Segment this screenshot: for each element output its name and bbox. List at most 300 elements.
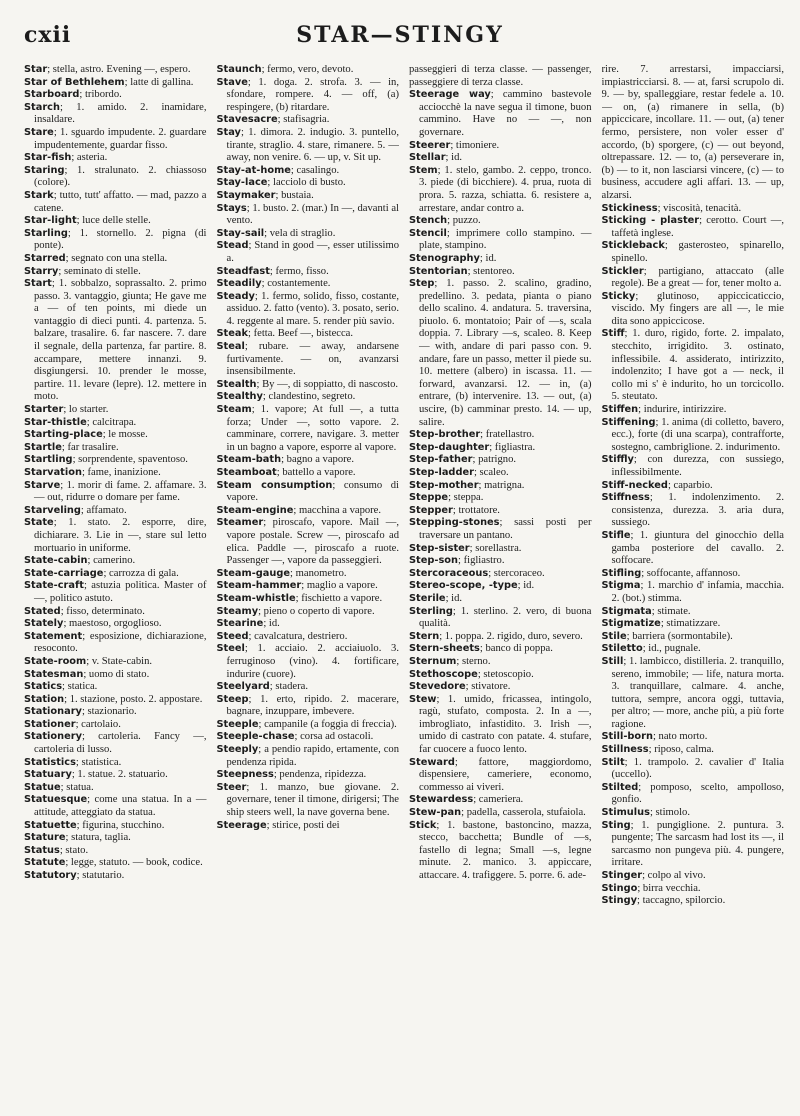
entry-headword: Statistics xyxy=(24,756,76,768)
entry-definition: ; 1. stornello. 2. pigna (di ponte). xyxy=(34,227,207,252)
entry-headword: Steadily xyxy=(216,278,262,290)
entry-headword: Sticky xyxy=(601,290,636,302)
entry-definition: ; 1. sterlino. 2. vero, di buona qualità. xyxy=(419,605,592,630)
dictionary-entry xyxy=(24,819,207,833)
entry-definition: ; stentoreo. xyxy=(467,265,515,277)
dictionary-entry xyxy=(409,605,592,631)
dictionary-entry xyxy=(24,215,207,228)
dictionary-entry xyxy=(409,542,592,556)
dictionary-entry xyxy=(24,252,207,266)
entry-headword: Steed xyxy=(216,630,249,642)
entry-headword: Stencil xyxy=(409,227,447,239)
dictionary-entry xyxy=(409,681,592,694)
dictionary-entry xyxy=(601,643,785,656)
entry-headword: Stigmata xyxy=(601,605,652,617)
dictionary-entry xyxy=(24,580,207,605)
entry-definition: ; sorellastra. xyxy=(469,542,522,554)
entry-definition: ; steppa. xyxy=(448,492,484,504)
entry-definition: rire. 7. arrestarsi, impacciarsi, impiastricciarsi. 8. — at, farsi scrupolo di. 9. — by, spalleggiare, restar fedele a. 10. — on, (a) rimanere in sella, (b) appiccicare, incollare. 11. — out, (a) tener fermo, persistere, non voler esser d' accordo, (b) sporgere, (c) — out beyond, oltrepassare. 12. — to, (a) perseverare in, (b) — to it, non lasciarsi vincere, (c) — to business, accudere agli affari. 13. — up, alzarsi. xyxy=(601,64,784,201)
entry-definition: ; seminato di stelle. xyxy=(58,265,141,277)
entry-definition: ; esposizione, dichiarazione, resoconto. xyxy=(34,630,207,655)
entry-headword: Stile xyxy=(601,630,627,642)
entry-headword: Stilted xyxy=(601,781,639,793)
entry-definition: ; pendenza, ripidezza. xyxy=(273,769,367,781)
dictionary-entry xyxy=(602,64,785,203)
entry-definition: ; 1. statue. 2. statuario. xyxy=(71,769,168,781)
dictionary-entry xyxy=(216,479,400,505)
entry-headword: Stiff xyxy=(601,328,625,340)
entry-definition: ; affamato. xyxy=(80,504,127,516)
dictionary-entry xyxy=(216,580,400,593)
entry-definition: ; lacciolo di busto. xyxy=(267,177,346,189)
dictionary-entry xyxy=(409,492,592,505)
dictionary-entry xyxy=(24,718,207,732)
dictionary-entry xyxy=(216,76,400,115)
entry-definition: ; figurina, stucchino. xyxy=(76,819,165,831)
dictionary-entry xyxy=(24,126,207,152)
entry-headword: Stethoscope xyxy=(409,668,478,680)
entry-headword: Steward xyxy=(409,756,455,768)
entry-headword: Stiffly xyxy=(601,454,634,466)
dictionary-entry xyxy=(409,265,592,279)
entry-definition: ; viscosità, tenacità. xyxy=(657,202,742,214)
dictionary-entry xyxy=(601,328,785,404)
entry-headword: Steam-engine xyxy=(216,504,294,516)
dictionary-columns xyxy=(24,64,784,1110)
entry-headword: Steer xyxy=(216,781,247,793)
dictionary-entry xyxy=(601,265,785,291)
entry-headword: Steam-gauge xyxy=(216,567,291,579)
entry-headword: Statuesque xyxy=(24,794,88,806)
entry-definition: ; fetta. Beef —, bistecca. xyxy=(248,328,354,340)
entry-definition: ; statistica. xyxy=(75,756,122,768)
dictionary-entry xyxy=(601,819,785,870)
dictionary-entry xyxy=(409,215,592,228)
dictionary-entry xyxy=(216,278,400,291)
entry-headword: Starred xyxy=(24,252,66,264)
dictionary-entry xyxy=(216,202,400,228)
entry-headword: Steak xyxy=(216,328,249,340)
entry-headword: Steady xyxy=(216,290,255,302)
dictionary-entry xyxy=(216,681,400,694)
entry-definition: ; 1. marchio d' infamia, macchia. 2. (bot.) stimma. xyxy=(611,580,784,604)
entry-headword: Stave xyxy=(216,76,248,88)
entry-definition: ; 1. amido. 2. inamidare, insaldare. xyxy=(34,101,207,126)
entry-headword: Stealthy xyxy=(216,391,263,403)
entry-definition: ; 1. morir di fame. 2. affamare. 3. — out, ridurre o domare per fame. xyxy=(34,479,207,504)
entry-definition: ; riposo, calma. xyxy=(648,744,714,756)
entry-headword: Stealth xyxy=(216,378,257,390)
dictionary-entry xyxy=(216,391,400,404)
entry-definition: ; 1. erto, ripido. 2. macerare, bagnare, inzuppare, imbevere. xyxy=(226,693,399,718)
dictionary-entry xyxy=(216,819,400,833)
entry-headword: Steam consumption xyxy=(216,479,333,491)
entry-headword: Starter xyxy=(24,404,64,416)
entry-headword: Stinger xyxy=(601,870,643,881)
entry-definition: ; sterno. xyxy=(456,655,491,667)
dictionary-entry xyxy=(24,278,207,404)
entry-definition: ; 1. indolenzimento. 2. consistenza, durezza. 3. aria dura, sussiego. xyxy=(611,492,784,529)
dictionary-column-2 xyxy=(217,64,400,1110)
entry-definition: ; asteria. xyxy=(71,152,108,164)
entry-headword: Staymaker xyxy=(216,189,276,201)
entry-definition: ; cammino bastevole acciocchè la nave segua il timone, buon cammino. Have no — —, non governare. xyxy=(419,89,592,138)
entry-definition: ; fattore, maggiordomo, dispensiere, cameriere, economo, commesso ai viveri. xyxy=(419,756,592,793)
entry-definition: ; nato morto. xyxy=(652,731,708,743)
entry-definition: ; figliastro. xyxy=(458,555,505,567)
dictionary-entry xyxy=(409,504,592,518)
entry-definition: ; colpo al vivo. xyxy=(642,870,706,881)
dictionary-entry xyxy=(24,467,207,480)
entry-headword: Steeple xyxy=(216,718,259,730)
entry-headword: Stare xyxy=(24,126,54,138)
dictionary-entry xyxy=(409,630,592,644)
entry-headword: Steamer xyxy=(216,517,264,529)
entry-headword: Starch xyxy=(24,101,60,113)
dictionary-column-1 xyxy=(24,64,207,1110)
entry-headword: Stilt xyxy=(601,756,625,768)
entry-headword: Stately xyxy=(24,618,64,630)
entry-headword: Statuette xyxy=(24,819,77,831)
entry-definition: ; partigiano, attaccato (alle regole). Be a great — for, tener molto a. xyxy=(611,265,784,290)
entry-definition: ; stazionario. xyxy=(81,706,137,718)
entry-definition: ; tribordo. xyxy=(79,89,122,101)
entry-headword: Stingy xyxy=(601,895,637,907)
entry-headword: Stentorian xyxy=(409,265,468,277)
entry-headword: Sticking - plaster xyxy=(601,215,700,227)
entry-definition: ; astuzia politica. Master of —, politico astuto. xyxy=(34,580,207,604)
entry-definition: ; matrigna. xyxy=(478,479,525,491)
dictionary-entry xyxy=(216,114,400,127)
entry-headword: Steerage xyxy=(216,819,267,831)
dictionary-entry xyxy=(216,718,400,732)
dictionary-entry xyxy=(24,681,207,694)
dictionary-entry xyxy=(409,164,592,215)
entry-definition: ; piroscafo, vapore. Mail —, vapore postale. Screw —, piroscafo ad elica. Paddle —, piroscafo a ruote. Passenger —, vapore da passeggieri. xyxy=(226,517,399,567)
entry-definition: ; gasterosteo, spinarello, spinello. xyxy=(611,240,784,264)
dictionary-entry xyxy=(601,630,785,644)
dictionary-entry xyxy=(24,756,207,770)
dictionary-entry xyxy=(216,378,400,392)
entry-headword: Start xyxy=(24,278,52,290)
entry-definition: ; caparbio. xyxy=(667,479,713,491)
entry-definition: ; segnato con una stella. xyxy=(65,252,168,264)
entry-headword: Step xyxy=(409,278,435,290)
entry-headword: Stiffening xyxy=(601,416,656,428)
dictionary-entry xyxy=(601,807,785,820)
page-number: cxii xyxy=(24,22,72,48)
dictionary-entry xyxy=(216,454,400,467)
entry-definition: ; soffocante, affannoso. xyxy=(641,567,741,579)
dictionary-entry xyxy=(216,240,400,265)
dictionary-entry xyxy=(24,152,207,165)
entry-definition: ; bagno a vapore. xyxy=(281,454,355,466)
entry-definition: ; corsa ad ostacoli. xyxy=(294,731,374,743)
dictionary-entry xyxy=(24,567,207,581)
dictionary-entry xyxy=(24,479,207,505)
entry-definition: ; le mosse. xyxy=(102,429,148,441)
entry-definition: ; 1. fermo, solido, fisso, costante, assiduo. 2. fatto (vento). 3. posato, serio. 4. reggente al mare. 5. render più savio. xyxy=(226,290,399,327)
entry-headword: Stiletto xyxy=(601,643,643,655)
entry-definition: ; stercoraceo. xyxy=(488,567,545,579)
entry-headword: Star xyxy=(24,64,48,75)
dictionary-entry xyxy=(24,416,207,430)
entry-definition: ; vela di straglio. xyxy=(264,227,336,239)
entry-headword: Steeply xyxy=(216,744,259,756)
dictionary-entry xyxy=(409,592,592,606)
entry-definition: ; fisso, determinato. xyxy=(60,605,145,617)
dictionary-entry xyxy=(409,643,592,656)
dictionary-entry xyxy=(24,857,207,870)
entry-headword: Statesman xyxy=(24,668,84,680)
entry-headword: Stigma xyxy=(601,580,641,592)
entry-headword: Statutory xyxy=(24,870,77,881)
entry-definition: ; clandestino, segreto. xyxy=(262,391,356,403)
entry-definition: ; tutto, tutt' affatto. — mad, pazzo a catene. xyxy=(34,189,207,214)
entry-definition: ; padella, casserola, stufaiola. xyxy=(461,807,586,819)
entry-definition: passeggieri di terza classe. — passenger, passeggiere di terza classe. xyxy=(409,64,592,88)
dictionary-entry xyxy=(601,202,785,216)
entry-definition: ; latte di gallina. xyxy=(124,76,194,88)
dictionary-entry xyxy=(601,605,785,619)
dictionary-entry xyxy=(24,64,207,77)
entry-definition: ; stafisagria. xyxy=(277,114,330,126)
entry-headword: Starveling xyxy=(24,504,81,516)
entry-definition: ; barriera (sormontabile). xyxy=(626,630,733,642)
entry-definition: ; timoniere. xyxy=(450,139,500,151)
entry-definition: ; imprimere collo stampino. — plate, stampino. xyxy=(419,227,592,252)
entry-headword: Stimulus xyxy=(601,807,650,819)
entry-headword: Steerage way xyxy=(409,89,491,101)
entry-definition: ; fermo, fisso. xyxy=(269,265,329,277)
entry-headword: Stereo-scope, -type xyxy=(409,580,518,592)
entry-headword: Stead xyxy=(216,240,249,252)
entry-definition: ; stato. xyxy=(59,844,89,856)
dictionary-entry xyxy=(601,744,785,757)
dictionary-entry xyxy=(409,479,592,493)
entry-definition: ; uomo di stato. xyxy=(83,668,150,680)
dictionary-entry xyxy=(601,416,785,455)
entry-headword: Stellar xyxy=(409,152,446,164)
entry-headword: Stickiness xyxy=(601,202,658,214)
entry-definition: ; 1. stralunato. 2. chiassoso (colore). xyxy=(34,164,207,189)
entry-headword: Statuary xyxy=(24,769,72,781)
dictionary-entry xyxy=(409,580,592,593)
entry-headword: Staring xyxy=(24,164,65,176)
dictionary-entry xyxy=(409,467,592,480)
entry-definition: ; figliastra. xyxy=(489,441,536,453)
entry-definition: ; cartolaio. xyxy=(75,718,121,730)
entry-headword: Steepness xyxy=(216,769,274,781)
dictionary-entry xyxy=(216,643,400,681)
entry-headword: Stingo xyxy=(601,882,638,894)
dictionary-entry xyxy=(216,769,400,782)
entry-headword: Stewardess xyxy=(409,794,474,806)
dictionary-entry xyxy=(216,328,400,341)
entry-headword: Staunch xyxy=(216,64,262,75)
dictionary-entry xyxy=(24,76,207,90)
entry-headword: Starboard xyxy=(24,89,80,101)
entry-headword: Starve xyxy=(24,479,61,491)
entry-definition: ; con durezza, con sussiego, inflessibilmente. xyxy=(611,454,784,478)
dictionary-entry xyxy=(24,189,207,215)
dictionary-entry xyxy=(24,870,207,883)
entry-definition: ; 1. sguardo impudente. 2. guardare impudentemente, guardar fisso. xyxy=(34,126,207,151)
entry-headword: Steeple-chase xyxy=(216,731,295,743)
entry-definition: ; id. xyxy=(445,152,463,164)
dictionary-entry xyxy=(216,189,400,203)
entry-definition: ; stetoscopio. xyxy=(477,668,534,680)
dictionary-entry xyxy=(24,265,207,279)
entry-headword: Stern-sheets xyxy=(409,643,480,655)
entry-headword: Startling xyxy=(24,454,73,466)
entry-definition: ; statica. xyxy=(62,681,98,693)
entry-headword: Stercoraceous xyxy=(409,567,489,579)
dictionary-entry xyxy=(216,693,400,719)
entry-definition: ; lo starter. xyxy=(63,404,109,416)
entry-definition: ; 1. sobbalzo, soprassalto. 2. primo passo. 3. vantaggio, giunta; He gave me a — of ten points, mi diede un vantaggio di dieci punti. 4. partenza. 5. balzare, trasalire. 6. far nascere. 7. dare il segnale, della partenza, far partire. 8. accampare, mettere innanzi. 9. disgiungersi. 10. prender le mosse, partire. 11. levare (lepre). 12. mettere in moto. xyxy=(34,278,207,403)
entry-definition: ; far trasalire. xyxy=(61,441,119,453)
entry-definition: ; casalingo. xyxy=(290,164,340,176)
entry-definition: ; fame, inanizione. xyxy=(81,467,161,478)
entry-definition: ; id., pugnale. xyxy=(642,643,701,655)
entry-headword: Statement xyxy=(24,630,83,642)
entry-definition: ; fermo, vero, devoto. xyxy=(261,64,354,75)
entry-headword: Stiffen xyxy=(601,404,639,416)
dictionary-entry xyxy=(409,278,592,429)
dictionary-entry xyxy=(216,404,400,454)
entry-definition: ; stella, astro. Evening —, espero. xyxy=(47,64,191,75)
entry-definition: ; 1. umido, fricassea, intingolo, ragù, stufato, composta. 2. In a —, imbrogliato, infastidito. 3. Irish —, umido di castrato con patate. 4. stufare, far cuocere a fuoco lento. xyxy=(419,693,592,756)
entry-headword: Step-sister xyxy=(409,542,470,554)
entry-definition: ; cavalcatura, destriero. xyxy=(248,630,348,642)
dictionary-entry xyxy=(24,794,207,819)
dictionary-entry xyxy=(24,844,207,858)
dictionary-entry xyxy=(409,454,592,467)
entry-headword: Stiffness xyxy=(601,492,650,504)
entry-headword: Still-born xyxy=(601,731,653,743)
dictionary-entry xyxy=(409,693,592,757)
entry-headword: Steep xyxy=(216,693,249,705)
dictionary-entry xyxy=(601,404,785,417)
entry-headword: Steadfast xyxy=(216,265,270,277)
dictionary-entry xyxy=(601,870,785,883)
dictionary-entry xyxy=(24,164,207,190)
entry-definition: ; fischietto a vapore. xyxy=(295,592,383,604)
entry-definition: ; a pendio rapido, ertamente, con pendenza ripida. xyxy=(226,744,399,768)
dictionary-entry xyxy=(601,454,785,479)
entry-headword: Star-thistle xyxy=(24,416,87,428)
entry-definition: ; carrozza di gala. xyxy=(103,567,179,579)
entry-definition: ; indurire, intirizzire. xyxy=(638,404,727,416)
entry-headword: Stay-at-home xyxy=(216,164,291,176)
dictionary-entry xyxy=(216,341,400,379)
entry-definition: ; cerotto. Court —, taffetà inglese. xyxy=(611,215,784,239)
dictionary-entry xyxy=(601,240,785,265)
dictionary-entry xyxy=(24,832,207,845)
dictionary-entry xyxy=(24,89,207,102)
entry-headword: Stigmatize xyxy=(601,618,661,630)
dictionary-entry xyxy=(24,517,207,555)
entry-definition: ; come una statua. In a — attitude, atteggiato da statua. xyxy=(34,794,207,819)
entry-headword: Stated xyxy=(24,605,61,617)
entry-headword: Steal xyxy=(216,341,245,353)
dictionary-entry xyxy=(409,807,592,820)
entry-definition: ; legge, statuto. — book, codice. xyxy=(65,857,203,869)
entry-definition: ; id. xyxy=(479,252,497,264)
entry-definition: ; puzzo. xyxy=(447,215,481,227)
entry-headword: Step-son xyxy=(409,555,458,567)
entry-definition: ; 1. dimora. 2. indugio. 3. puntello, tirante, straglio. 4. stare, rimanere. 5. — away, non venire. 6. — up, v. Sit up. xyxy=(226,126,399,164)
entry-definition: ; taccagno, spilorcio. xyxy=(636,895,726,907)
dictionary-entry xyxy=(216,504,400,518)
entry-headword: Step-father xyxy=(409,454,473,466)
dictionary-entry xyxy=(24,630,207,656)
entry-headword: Steelyard xyxy=(216,681,270,693)
entry-definition: ; statutario. xyxy=(76,870,125,881)
dictionary-entry xyxy=(24,404,207,417)
dictionary-entry xyxy=(216,517,400,567)
dictionary-entry xyxy=(24,429,207,442)
entry-headword: Step-ladder xyxy=(409,467,474,478)
dictionary-entry xyxy=(409,668,592,682)
entry-definition: ; v. State-cabin. xyxy=(86,655,153,667)
page-header xyxy=(24,22,776,52)
entry-definition: ; 1. passo. 2. scalino, gradino, predellino. 3. pedata, pianta o piano dello scalino. 4. andatura. 5. traversina, piuolo. 6. montatoio; Pair of —s, scala doppia. 7. Library —s, scaleo. 8. Keep — with, andare di pari passo con. 9. andare, fare un passo, metter il piede su. 10. mettere (albero) in iscassa. 11. — forward, avanzarsi. 12. — in, (a) entrare, (b) intervenire. 13. — out, (a) uscire, (b) camminar presto. 14. — up, salire. xyxy=(419,278,592,428)
entry-headword: State-carriage xyxy=(24,567,104,579)
dictionary-entry xyxy=(24,693,207,707)
dictionary-entry xyxy=(601,882,785,896)
dictionary-entry xyxy=(601,781,785,807)
entry-headword: Steamy xyxy=(216,605,259,617)
entry-definition: ; Stand in good —, esser utilissimo a. xyxy=(226,240,399,264)
entry-definition: ; birra vecchia. xyxy=(637,882,701,894)
dictionary-entry xyxy=(601,655,785,732)
entry-headword: Stark xyxy=(24,189,54,201)
dictionary-entry xyxy=(216,744,400,769)
entry-headword: Stay-sail xyxy=(216,227,265,239)
entry-definition: ; stirice, posti dei xyxy=(266,819,340,831)
entry-headword: Starry xyxy=(24,265,59,277)
entry-definition: ; camerino. xyxy=(87,555,136,567)
entry-headword: Stevedore xyxy=(409,681,466,693)
entry-definition: ; id. xyxy=(445,592,463,604)
entry-definition: ; id. xyxy=(263,618,280,630)
entry-definition: ; consumo di vapore. xyxy=(226,479,399,504)
entry-headword: Steamboat xyxy=(216,467,277,478)
entry-headword: Station xyxy=(24,693,65,705)
entry-headword: Starling xyxy=(24,227,68,239)
entry-headword: Star-fish xyxy=(24,152,72,164)
dictionary-entry xyxy=(409,64,592,89)
dictionary-entry xyxy=(216,731,400,744)
entry-definition: ; stimatizzare. xyxy=(660,618,721,630)
entry-headword: Stench xyxy=(409,215,448,227)
entry-headword: Step-mother xyxy=(409,479,479,491)
entry-headword: Stationery xyxy=(24,731,82,743)
entry-definition: ; pieno o coperto di vapore. xyxy=(258,605,375,617)
entry-definition: ; 1. poppa. 2. rigido, duro, severo. xyxy=(439,630,583,642)
entry-definition: ; luce delle stelle. xyxy=(76,215,151,227)
entry-headword: Stepper xyxy=(409,504,453,516)
entry-headword: Sterling xyxy=(409,605,453,617)
dictionary-entry xyxy=(216,630,400,644)
entry-headword: Starvation xyxy=(24,467,82,478)
dictionary-entry xyxy=(24,618,207,631)
entry-definition: ; 1. anima (di colletto, bavero, ecc.), forte (di una scarpa), contrafforte, sostegno, cambriglione. 2. indurimento. xyxy=(611,416,784,453)
dictionary-entry xyxy=(409,89,592,139)
entry-headword: Step-brother xyxy=(409,429,481,441)
